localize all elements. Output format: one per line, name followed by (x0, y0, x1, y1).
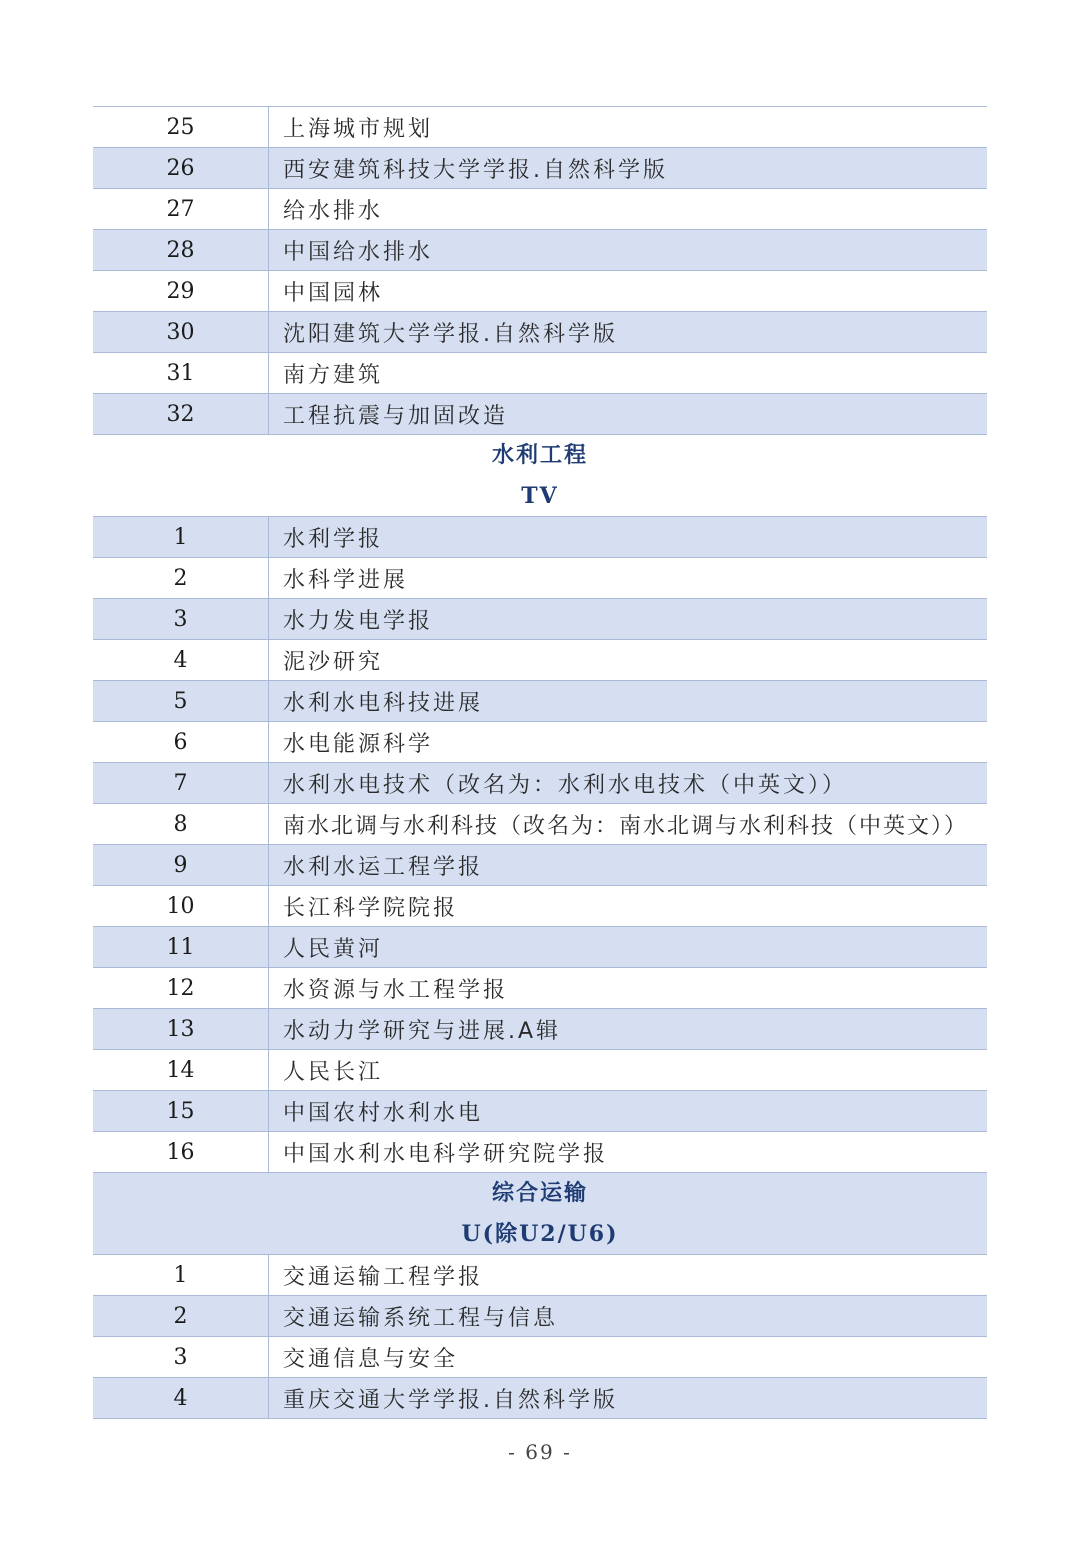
section-title: 综合运输 (491, 1180, 588, 1206)
row-number: 27 (93, 189, 269, 229)
journal-name: 南方建筑 (283, 362, 384, 388)
table-row (93, 927, 987, 968)
table-row (93, 968, 987, 1009)
section-code: U(除U2/U6) (461, 1220, 619, 1247)
row-number: 2 (93, 558, 269, 598)
row-number: 7 (93, 763, 269, 803)
row-number: 29 (93, 271, 269, 311)
row-number: 3 (93, 599, 269, 639)
section-title: 水利工程 (491, 442, 588, 468)
journal-name: 水力发电学报 (283, 608, 434, 634)
row-number: 16 (93, 1132, 269, 1172)
row-number: 25 (93, 107, 269, 147)
row-number: 6 (93, 722, 269, 762)
table-row (93, 640, 987, 681)
journal-name: 泥沙研究 (283, 649, 384, 675)
table-row (93, 148, 987, 189)
row-number: 26 (93, 148, 269, 188)
table-row (93, 1337, 987, 1378)
table-row (93, 599, 987, 640)
table-row (93, 189, 987, 230)
table-row (93, 271, 987, 312)
journal-name: 中国水利水电科学研究院学报 (283, 1141, 609, 1167)
table-row (93, 845, 987, 886)
section-code: TV (521, 482, 559, 509)
section-header (93, 1173, 987, 1255)
journal-name: 水利学报 (283, 526, 384, 552)
row-number: 12 (93, 968, 269, 1008)
table-row (93, 1050, 987, 1091)
journal-name: 交通运输工程学报 (283, 1264, 484, 1290)
journal-name: 西安建筑科技大学学报.自然科学版 (283, 157, 668, 183)
table-row (93, 1378, 987, 1419)
journal-name: 沈阳建筑大学学报.自然科学版 (283, 321, 618, 347)
journal-name: 水科学进展 (283, 567, 409, 593)
row-number: 8 (93, 804, 269, 844)
row-number: 5 (93, 681, 269, 721)
journal-name: 水动力学研究与进展.A辑 (283, 1018, 562, 1044)
table-row (93, 1255, 987, 1296)
journal-name: 水利水运工程学报 (283, 854, 484, 880)
table-row (93, 517, 987, 558)
page-number: - 69 - (508, 1440, 572, 1464)
table-row (93, 312, 987, 353)
table-row (93, 353, 987, 394)
journal-name: 南水北调与水利科技（改名为：南水北调与水利科技（中英文）） (283, 813, 969, 839)
row-number: 9 (93, 845, 269, 885)
journal-name: 给水排水 (283, 198, 384, 224)
table-row (93, 886, 987, 927)
table-row (93, 558, 987, 599)
table-row (93, 230, 987, 271)
table-row (93, 722, 987, 763)
journal-name: 水电能源科学 (283, 731, 434, 757)
journal-name: 水资源与水工程学报 (283, 977, 509, 1003)
journal-name: 上海城市规划 (283, 116, 434, 142)
table-row (93, 394, 987, 435)
row-number: 31 (93, 353, 269, 393)
row-number: 11 (93, 927, 269, 967)
section-header (93, 435, 987, 517)
table-row (93, 1132, 987, 1173)
row-number: 30 (93, 312, 269, 352)
row-number: 4 (93, 640, 269, 680)
row-number: 1 (93, 517, 269, 557)
row-number: 13 (93, 1009, 269, 1049)
journal-name: 人民长江 (283, 1059, 384, 1085)
journal-name: 中国给水排水 (283, 239, 434, 265)
table-row (93, 681, 987, 722)
journal-name: 工程抗震与加固改造 (283, 403, 509, 429)
row-number: 1 (93, 1255, 269, 1295)
journal-name: 水利水电科技进展 (283, 690, 484, 716)
row-number: 3 (93, 1337, 269, 1377)
table-row (93, 763, 987, 804)
journal-name: 中国园林 (283, 280, 384, 306)
journal-name: 中国农村水利水电 (283, 1100, 484, 1126)
row-number: 15 (93, 1091, 269, 1131)
row-number: 2 (93, 1296, 269, 1336)
journal-name: 重庆交通大学学报.自然科学版 (283, 1387, 618, 1413)
table-row (93, 1009, 987, 1050)
journal-name: 交通运输系统工程与信息 (283, 1305, 559, 1331)
journal-name: 水利水电技术（改名为：水利水电技术（中英文）） (283, 772, 848, 798)
row-number: 10 (93, 886, 269, 926)
journal-name: 交通信息与安全 (283, 1346, 459, 1372)
journal-name: 长江科学院院报 (283, 895, 459, 921)
row-number: 14 (93, 1050, 269, 1090)
table-row (93, 1091, 987, 1132)
table-row (93, 804, 987, 845)
table-row (93, 1296, 987, 1337)
table-row (93, 107, 987, 148)
journal-table (93, 106, 987, 1419)
row-number: 32 (93, 394, 269, 434)
row-number: 28 (93, 230, 269, 270)
journal-name: 人民黄河 (283, 936, 384, 962)
row-number: 4 (93, 1378, 269, 1418)
